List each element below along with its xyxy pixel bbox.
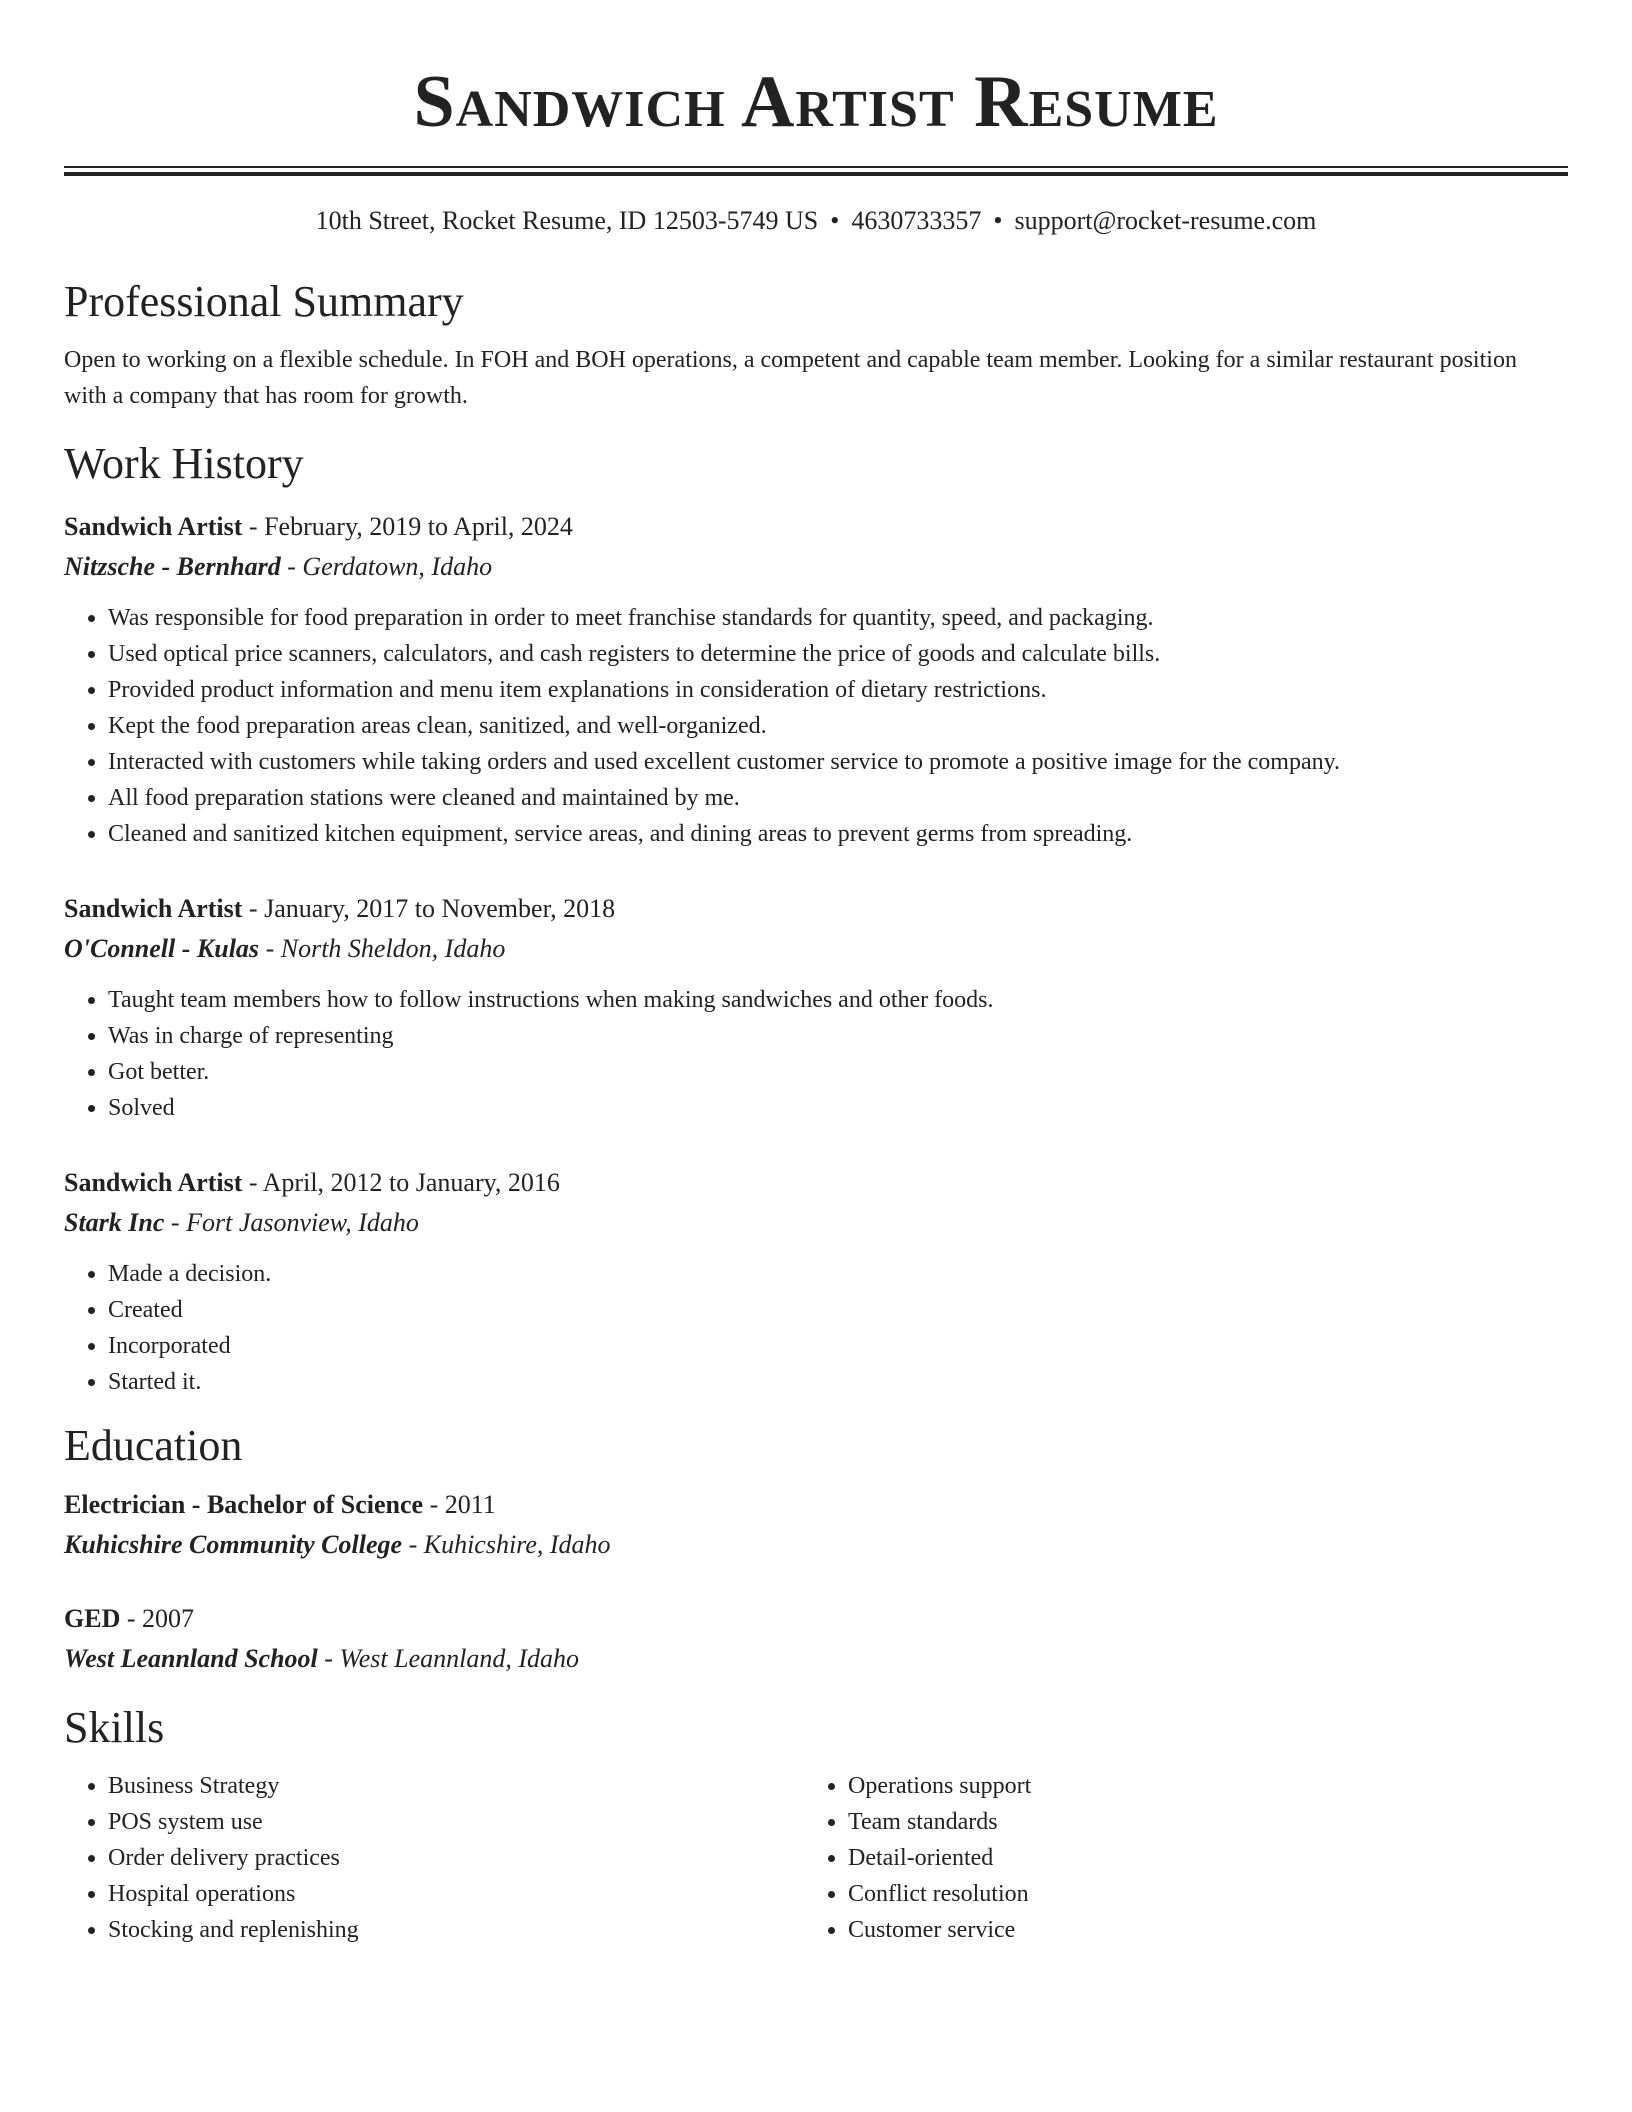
education-entry [64,1486,1568,1564]
job-company: Stark Inc [64,1208,165,1237]
job-company: O'Connell - Kulas [64,934,260,963]
job-entry [64,890,1568,1126]
work-history-heading: Work History [64,439,304,488]
job-role-line: Sandwich Artist - February, 2019 to April, 2024 [64,512,573,541]
skill-item: • Order delivery practices [108,1840,804,1876]
job-title: Sandwich Artist [64,1168,243,1197]
contact-separator: • [993,206,1003,235]
skill-item: • Stocking and replenishing [108,1912,804,1948]
skills-column-left [64,1768,804,1948]
education-location: Kuhicshire, Idaho [423,1530,611,1559]
resume-title: Sandwich Artist Resume [413,61,1219,143]
education-school-line: West Leannland School - West Leannland, Idaho [64,1644,579,1673]
job-entry [64,1164,1568,1400]
education-location: West Leannland, Idaho [339,1644,579,1673]
job-location: Gerdatown, Idaho [302,552,493,581]
skill-item: • Team standards [848,1804,1544,1840]
education-school: Kuhicshire Community College [64,1530,403,1559]
job-title: Sandwich Artist [64,512,243,541]
education-degree: GED [64,1604,121,1633]
job-bullet: • Taught team members how to follow instructions when making sandwiches and other foods. [108,982,1568,1018]
job-bullet: • Cleaned and sanitized kitchen equipment, service areas, and dining areas to prevent germs from spreading. [108,816,1568,852]
job-bullet: • Interacted with customers while taking orders and used excellent customer service to promote a positive image for the company. [108,744,1568,780]
job-company-line: Nitzsche - Bernhard - Gerdatown, Idaho [64,552,493,581]
job-bullets [64,1256,1568,1400]
job-location: North Sheldon, Idaho [280,934,506,963]
skill-item: • Hospital operations [108,1876,804,1912]
education-heading: Education [64,1421,243,1470]
job-bullet: • Kept the food preparation areas clean, sanitized, and well-organized. [108,708,1568,744]
job-bullet: • Was responsible for food preparation in order to meet franchise standards for quantity, speed, and packaging. [108,600,1568,636]
job-dates: February, 2019 to April, 2024 [264,512,573,541]
education-degree-line: Electrician - Bachelor of Science - 2011 [64,1490,496,1519]
skill-item: • Detail-oriented [848,1840,1544,1876]
contact-line [64,204,1568,238]
job-bullet: • All food preparation stations were cleaned and maintained by me. [108,780,1568,816]
skill-item: • Business Strategy [108,1768,804,1804]
job-company: Nitzsche - Bernhard [64,552,281,581]
job-bullet: • Got better. [108,1054,1568,1090]
job-bullet: • Provided product information and menu item explanations in consideration of dietary restrictions. [108,672,1568,708]
education-entry [64,1600,1568,1678]
skills-column-right [804,1768,1544,1948]
education-degree: Electrician - Bachelor of Science [64,1490,424,1519]
education-year: 2007 [142,1604,195,1633]
job-bullet: • Solved [108,1090,1568,1126]
job-entry [64,508,1568,852]
skills-list [64,1768,804,1948]
education-year: 2011 [444,1490,496,1519]
contact-address: 10th Street, Rocket Resume, ID 12503-5749 US [315,206,819,235]
job-bullets [64,982,1568,1126]
education-school: West Leannland School [64,1644,318,1673]
skill-item: • Operations support [848,1768,1544,1804]
contact-phone: 4630733357 [851,206,982,235]
summary-text: Open to working on a flexible schedule. In FOH and BOH operations, a competent and capable team member. Looking for a similar restaurant position with a company that has room for growth. [64,347,1517,409]
job-dates: April, 2012 to January, 2016 [262,1168,560,1197]
skill-item: • Conflict resolution [848,1876,1544,1912]
job-bullet: • Was in charge of representing [108,1018,1568,1054]
title-divider [64,166,1568,176]
job-role-line: Sandwich Artist - April, 2012 to January, 2016 [64,1168,560,1197]
contact-email: support@rocket-resume.com [1014,206,1317,235]
job-bullet: • Made a decision. [108,1256,1568,1292]
job-role-line: Sandwich Artist - January, 2017 to November, 2018 [64,894,616,923]
job-bullet: • Started it. [108,1364,1568,1400]
contact-separator: • [830,206,840,235]
skills-heading: Skills [64,1703,165,1752]
summary-heading: Professional Summary [64,277,464,326]
job-company-line: Stark Inc - Fort Jasonview, Idaho [64,1208,419,1237]
job-location: Fort Jasonview, Idaho [186,1208,419,1237]
job-dates: January, 2017 to November, 2018 [264,894,616,923]
skills-list [804,1768,1544,1948]
resume-content [64,0,1568,1948]
job-bullet: • Created [108,1292,1568,1328]
education-degree-line: GED - 2007 [64,1604,195,1633]
skills-grid [64,1768,1568,1948]
skill-item: • POS system use [108,1804,804,1840]
education-school-line: Kuhicshire Community College - Kuhicshire, Idaho [64,1530,611,1559]
job-bullet: • Incorporated [108,1328,1568,1364]
job-bullet: • Used optical price scanners, calculators, and cash registers to determine the price of goods and calculate bills. [108,636,1568,672]
job-title: Sandwich Artist [64,894,243,923]
job-company-line: O'Connell - Kulas - North Sheldon, Idaho [64,934,506,963]
job-bullets [64,600,1568,852]
skill-item: • Customer service [848,1912,1544,1948]
